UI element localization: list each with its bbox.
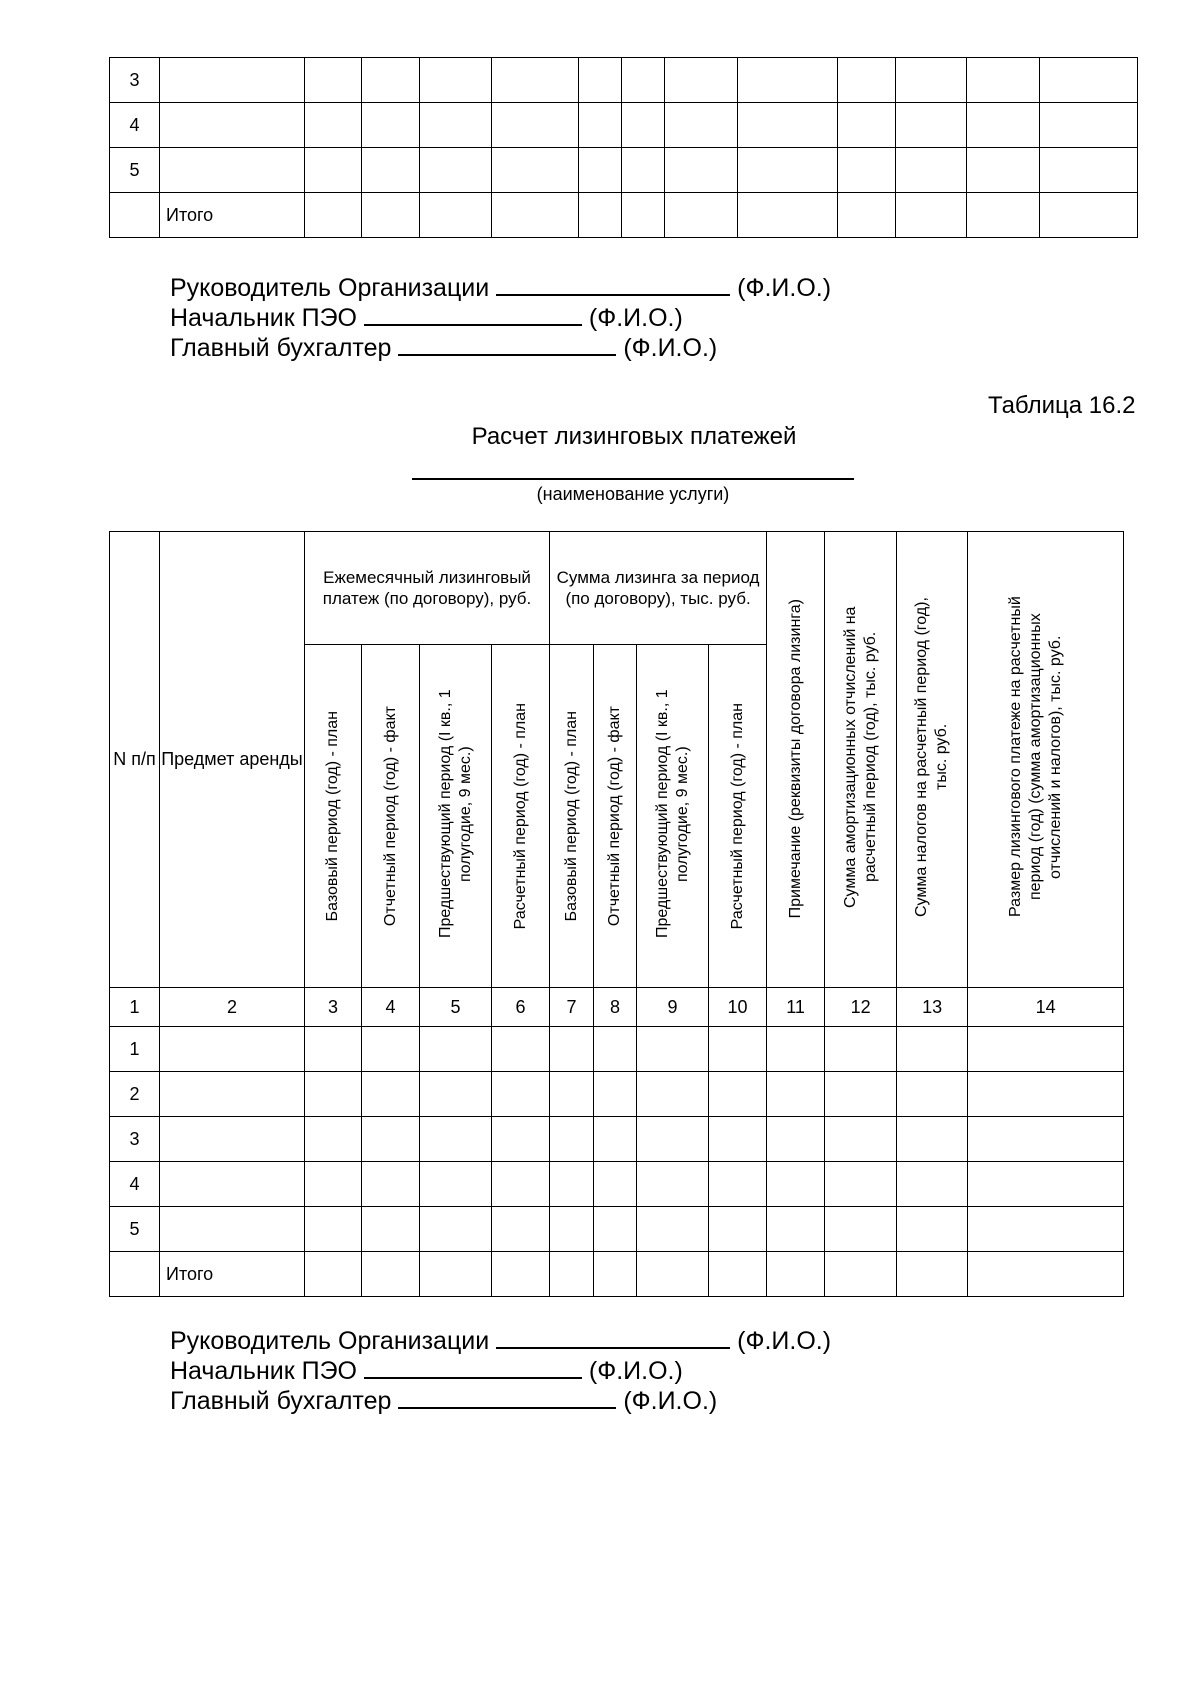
- total-row: [110, 1252, 1124, 1297]
- service-caption: (наименование услуги): [536, 484, 730, 504]
- column-number: 7: [550, 988, 594, 1027]
- column-number: 9: [637, 988, 709, 1027]
- header-sum-base: Базовый период (год) - план: [550, 645, 594, 988]
- total-row: [110, 193, 1138, 238]
- header-sum-previous: Предшествующий период (I кв., 1 полугодие, 9 мес.): [637, 645, 709, 988]
- row-number: 3: [110, 58, 160, 103]
- service-name-line: [412, 478, 854, 480]
- column-number: 4: [362, 988, 420, 1027]
- row-number: 5: [110, 148, 160, 193]
- column-number: 14: [968, 988, 1124, 1027]
- signature-line: [364, 1353, 582, 1379]
- column-number: 3: [305, 988, 362, 1027]
- signature-line: [496, 1323, 730, 1349]
- header-monthly-previous: Предшествующий период (I кв., 1 полугодие, 9 мес.): [420, 645, 492, 988]
- header-amortization: Сумма амортизационных отчислений на расчетный период (год), тыс. руб.: [825, 532, 897, 988]
- table-label: Таблица 16.2: [988, 392, 1136, 419]
- column-number: 12: [825, 988, 897, 1027]
- row-number: 4: [110, 1162, 160, 1207]
- table-row: [110, 1117, 1124, 1162]
- column-number: 1: [110, 988, 160, 1027]
- header-monthly-base: Базовый период (год) - план: [305, 645, 362, 988]
- table-row: [110, 148, 1138, 193]
- leasing-payments-table: [109, 531, 1124, 1297]
- header-n: N п/п: [110, 532, 160, 988]
- table-row: [110, 1207, 1124, 1252]
- header-sum-calc: Расчетный период (год) - план: [709, 645, 767, 988]
- table-row: [110, 1072, 1124, 1117]
- signature-line: [364, 300, 582, 326]
- row-number: 1: [110, 1027, 160, 1072]
- header-note: Примечание (реквизиты договора лизинга): [767, 532, 825, 988]
- header-row-groups: [110, 532, 1124, 645]
- column-number: 8: [594, 988, 637, 1027]
- header-taxes: Сумма налогов на расчетный период (год), тыс. руб.: [897, 532, 968, 988]
- row-number: 3: [110, 1117, 160, 1162]
- header-leasing-sum: Сумма лизинга за период (по договору), тыс. руб.: [550, 532, 767, 645]
- header-monthly-payment: Ежемесячный лизинговый платеж (по договору), руб.: [305, 532, 550, 645]
- table-row: [110, 58, 1138, 103]
- column-numbers-row: [110, 988, 1124, 1027]
- signature-line: [398, 1383, 616, 1409]
- column-number: 5: [420, 988, 492, 1027]
- total-label: Итого: [160, 1252, 305, 1297]
- column-number: 6: [492, 988, 550, 1027]
- table-row: [110, 103, 1138, 148]
- signature-peo: Начальник ПЭО (Ф.И.О.): [170, 1353, 683, 1386]
- signature-accountant: Главный бухгалтер (Ф.И.О.): [170, 1383, 717, 1416]
- header-sum-report: Отчетный период (год) - факт: [594, 645, 637, 988]
- row-number: 2: [110, 1072, 160, 1117]
- column-number: 10: [709, 988, 767, 1027]
- signature-accountant: Главный бухгалтер (Ф.И.О.): [170, 330, 717, 363]
- signature-head: Руководитель Организации (Ф.И.О.): [170, 270, 831, 303]
- table-title: Расчет лизинговых платежей: [471, 423, 797, 450]
- header-monthly-calc: Расчетный период (год) - план: [492, 645, 550, 988]
- total-label: Итого: [160, 193, 305, 238]
- signature-peo: Начальник ПЭО (Ф.И.О.): [170, 300, 683, 333]
- column-number: 2: [160, 988, 305, 1027]
- signature-line: [398, 330, 616, 356]
- table-row: [110, 1027, 1124, 1072]
- header-monthly-report: Отчетный период (год) - факт: [362, 645, 420, 988]
- row-number: 4: [110, 103, 160, 148]
- column-number: 13: [897, 988, 968, 1027]
- column-number: 11: [767, 988, 825, 1027]
- header-subject: Предмет аренды: [160, 532, 305, 988]
- header-payment-size: Размер лизингового платеже на расчетный период (год) (сумма амортизационных отчислений и налогов), тыс. руб.: [968, 532, 1124, 988]
- table-row: [110, 1162, 1124, 1207]
- signature-line: [496, 270, 730, 296]
- row-number: 5: [110, 1207, 160, 1252]
- signature-head: Руководитель Организации (Ф.И.О.): [170, 1323, 831, 1356]
- previous-table-fragment: [109, 57, 1138, 238]
